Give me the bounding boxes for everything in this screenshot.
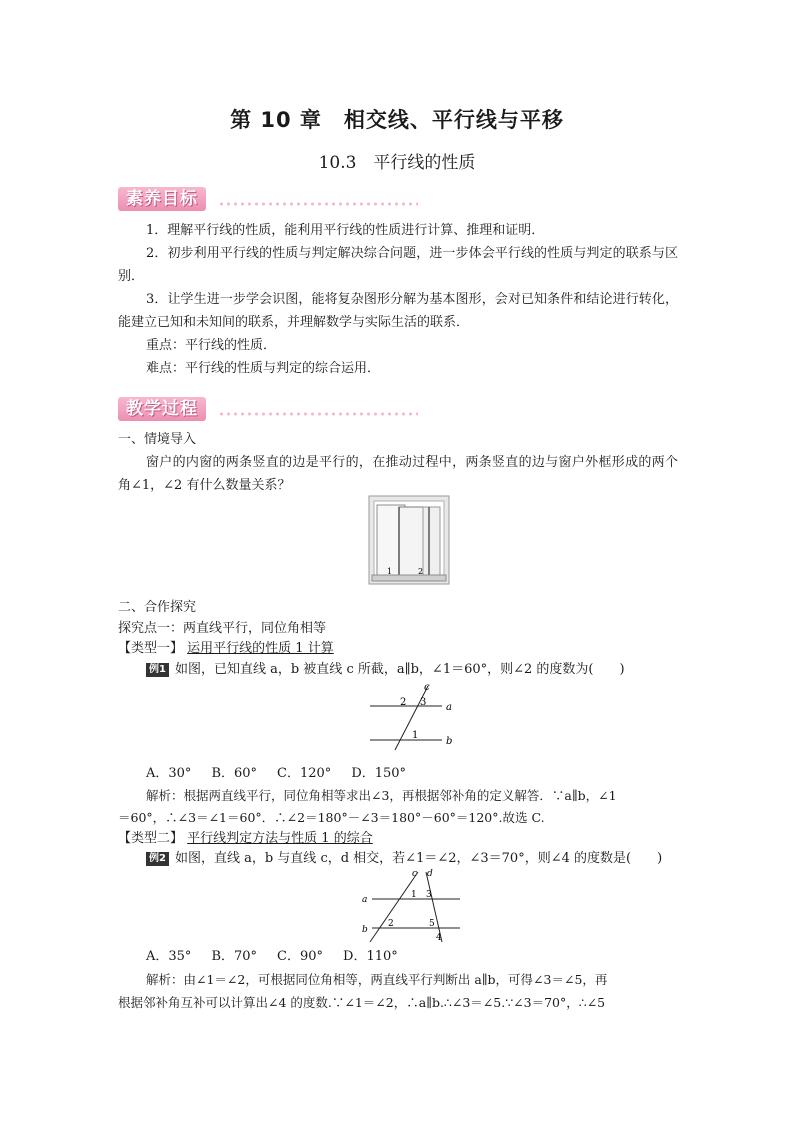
part1-text: 窗户的内窗的两条竖直的边是平行的，在推动过程中，两条竖直的边与窗户外框形成的两个角∠1，∠2 有什么数量关系？ [118, 455, 678, 493]
explore-point-1: 探究点一：两直线平行，同位角相等 [118, 621, 327, 636]
example1-question: 如图，已知直线 a，b 被直线 c 所截，a∥b，∠1＝60°，则∠2 的度数为( ) [174, 662, 625, 677]
fig2-angle-2: 2 [388, 919, 394, 929]
example2-figure [356, 866, 468, 946]
example2-option-b: B．70° [211, 949, 258, 964]
example1-option-d: D．150° [351, 766, 407, 781]
example1-analysis-line2: ＝60°，∴∠3＝∠1＝60°．∴∠2＝180°－∠3＝180°－60°＝120°.故选 C. [118, 810, 545, 825]
example2-analysis-line1: 解析：由∠1＝∠2，可根据同位角相等，两直线平行判断出 a∥b，可得∠3＝∠5，再 [146, 972, 608, 987]
example1-option-c: C．120° [277, 766, 332, 781]
process-banner-label: 教学过程 [118, 397, 206, 421]
chapter-title: 第 10 章 相交线、平行线与平移 [230, 108, 564, 132]
example1-options [146, 764, 406, 783]
window-angle-1-label: 1 [387, 567, 393, 576]
example2-question: 如图，直线 a，b 与直线 c，d 相交，若∠1＝∠2，∠3＝70°，则∠4 的度数是( ) [174, 851, 663, 866]
example1-option-b: B．60° [211, 766, 258, 781]
example1-figure [360, 680, 470, 752]
key-point: 重点：平行线的性质． [146, 338, 277, 353]
fig1-angle-2: 2 [400, 697, 407, 708]
type1-label: 【类型一】 [118, 641, 184, 656]
example1-analysis-line1: 解析：根据两直线平行，同位角相等求出∠3，再根据邻补角的定义解答．∵a∥b，∠1 [146, 788, 617, 803]
example2-option-d: D．110° [343, 949, 398, 964]
process-banner [118, 397, 418, 423]
goals-banner [118, 187, 418, 213]
section-title: 10.3 平行线的性质 [318, 153, 476, 173]
fig1-angle-1: 1 [412, 730, 419, 741]
fig1-label-c: c [424, 682, 430, 693]
fig1-label-a: a [446, 702, 452, 713]
fig2-label-d: d [427, 869, 433, 879]
example2-options [146, 947, 398, 966]
fig1-label-b: b [446, 736, 453, 747]
fig2-angle-3: 3 [426, 890, 432, 900]
example2-tag: 例2 [146, 852, 169, 866]
type2-title: 平行线判定方法与性质 1 的综合 [187, 831, 373, 846]
goals-banner-label: 素养目标 [118, 187, 206, 211]
part2-title: 二、合作探究 [118, 600, 197, 615]
example1-option-a: A．30° [146, 766, 192, 781]
type1-title: 运用平行线的性质 1 计算 [187, 641, 334, 656]
fig2-label-a: a [362, 895, 368, 905]
type2-label: 【类型二】 [118, 831, 184, 846]
fig2-label-c: c [412, 869, 418, 879]
window-angle-2-label: 2 [418, 567, 424, 576]
fig1-angle-3: 3 [420, 697, 427, 708]
fig2-angle-1: 1 [411, 890, 417, 900]
part1-title: 一、情境导入 [118, 432, 197, 447]
banner-dots-decoration [218, 411, 418, 417]
fig2-angle-4: 4 [436, 933, 442, 943]
window-illustration [368, 495, 450, 585]
fig2-label-b: b [362, 925, 368, 935]
banner-dots-decoration [218, 201, 418, 207]
goal-item-2: 2．初步利用平行线的性质与判定解决综合问题，进一步体会平行线的性质与判定的联系与区别． [118, 246, 678, 284]
example1-tag: 例1 [146, 663, 169, 677]
example2-analysis-line2: 根据邻补角互补可以计算出∠4 的度数.∵∠1＝∠2，∴a∥b.∴∠3＝∠5.∵∠3＝70°，∴∠5 [118, 995, 606, 1010]
example2-option-c: C．90° [277, 949, 324, 964]
difficulty-point: 难点：平行线的性质与判定的综合运用． [146, 361, 381, 376]
goal-item-1: 1．理解平行线的性质，能利用平行线的性质进行计算、推理和证明． [146, 223, 545, 238]
fig2-angle-5: 5 [429, 919, 435, 929]
type1-heading [118, 639, 334, 658]
goal-item-3: 3．让学生进一步学会识图，能将复杂图形分解为基本图形，会对已知条件和结论进行转化，能建立已知和未知间的联系，并理解数学与实际生活的联系． [118, 292, 678, 330]
example2-option-a: A．35° [146, 949, 192, 964]
example1-question-line [146, 660, 625, 679]
type2-heading [118, 829, 373, 848]
